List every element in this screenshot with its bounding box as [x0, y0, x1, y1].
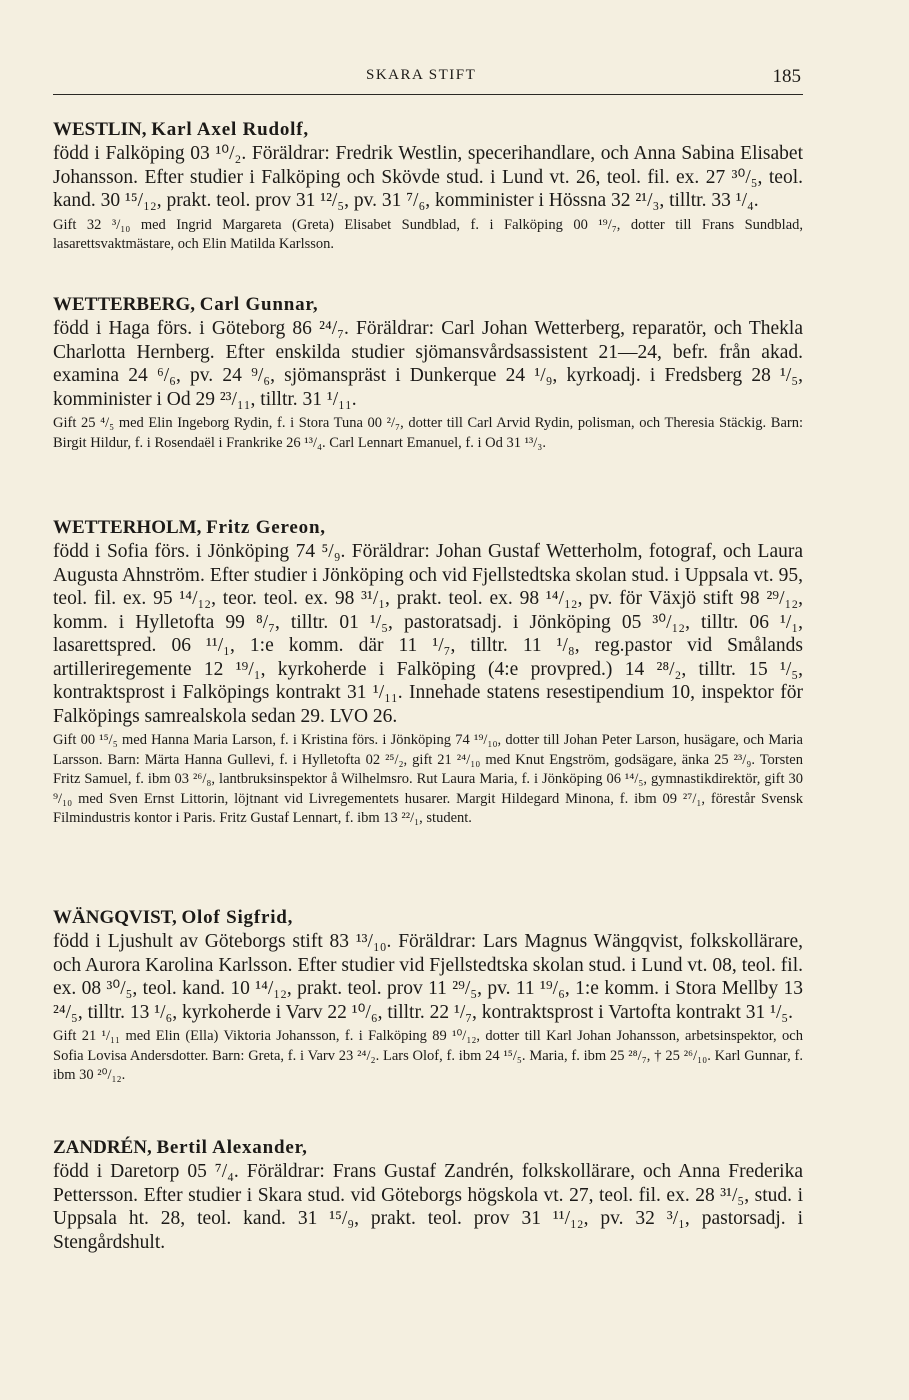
entry-biography: född i Falköping 03 ¹⁰/₂. Föräldrar: Fredrik Westlin, specerihandlare, och Anna Sabina Elisabet Johansson. Efter studier i Falköping och Skövde stud. i Lund vt. 26, teol. fil. ex. 27 ³⁰/₅, teol. kand. 30 ¹⁵/₁₂, prakt. teol. prov 31 ¹²/₅, pv. 31 ⁷/₆, komminister i Hössna 32 ²¹/₃, tilltr. 33 ¹/₄. — [53, 143, 803, 211]
entry-biography: född i Sofia förs. i Jönköping 74 ⁵/₉. Föräldrar: Johan Gustaf Wetterholm, fotograf, och Laura Augusta Ahnström. Efter studier i Jönköping och vid Fjellstedtska skolan stud. i Uppsala vt. 95, teol. fil. ex. 95 ¹⁴/₁₂, teor. teol. ex. 98 ³¹/₁, prakt. teol. ex. 98 ¹⁴/₁₂, pv. för Växjö stift 98 ²⁹/₁₂, komm. i Hylletofta 99 ⁸/₇, tilltr. 01 ¹/₅, pastoratsadj. i Jönköping 05 ³⁰/₁₂, tilltr. 06 ¹/₁, lasarettspred. 06 ¹¹/₁, 1:e komm. där 11 ¹/₇, tilltr. 11 ¹/₈, reg.pastor vid Smålands artilleriregemente 12 ¹⁹/₁, kyrkoherde i Falköping (4:e provpred.) 14 ²⁸/₂, tilltr. 15 ¹/₅, kontraktsprost i Falköpings kontrakt 31 ¹/₁₁. Innehade statens resestipendium 10, inspektor för Falköpings samrealskola sedan 29. LVO 26. — [53, 541, 803, 727]
running-title: SKARA STIFT — [366, 67, 477, 83]
entry-surname: WESTLIN, — [53, 119, 147, 140]
entry-surname: WÄNGQVIST, — [53, 907, 177, 928]
entry-heading — [53, 908, 803, 928]
entry-biography: född i Ljushult av Göteborgs stift 83 ¹³/₁₀. Föräldrar: Lars Magnus Wängqvist, folkskollärare, och Aurora Karolina Karlsson. Efter studier vid Fjellstedtska skolan stud. i Lund vt. 08, teol. fil. ex. 08 ³⁰/₅, teol. kand. 10 ¹⁴/₁₂, prakt. teol. prov 11 ²⁹/₅, pv. 11 ¹⁹/₆, 1:e komm. i Stora Mellby 13 ²⁴/₅, tilltr. 13 ¹/₆, kyrkoherde i Varv 22 ¹⁰/₆, tilltr. 22 ¹/₇, kontraktsprost i Vartofta kontrakt 31 ¹/₅. — [53, 931, 803, 1023]
entry-given-names: Karl Axel Rudolf, — [151, 119, 309, 140]
entry-heading — [53, 518, 803, 538]
entry-given-names: Bertil Alexander, — [156, 1137, 308, 1158]
entry-biography: född i Daretorp 05 ⁷/₄. Föräldrar: Frans Gustaf Zandrén, folkskollärare, och Anna Frederika Pettersson. Efter studier i Skara stud. vid Göteborgs högskola vt. 27, teol. fil. ex. 28 ³¹/₅, stud. i Uppsala ht. 28, teol. kand. 31 ¹⁵/₉, prakt. teol. prov 31 ¹¹/₁₂, pv. 32 ³/₁, pastorsadj. i Stengårdshult. — [53, 1161, 803, 1253]
entry-surname: ZANDRÉN, — [53, 1137, 152, 1158]
entry-given-names: Olof Sigfrid, — [181, 907, 294, 928]
entry-wangqvist — [53, 908, 803, 1086]
entry-surname: WETTERHOLM, — [53, 517, 202, 538]
entry-family: Gift 21 ¹/₁₁ med Elin (Ella) Viktoria Johansson, f. i Falköping 89 ¹⁰/₁₂, dotter till Karl Johan Johansson, arbetsinspektor, och Sofia Lovisa Andersdotter. Barn: Greta, f. i Varv 23 ²⁴/₂. Lars Olof, f. ibm 24 ¹⁵/₅. Maria, f. ibm 25 ²⁸/₇, † 25 ²⁶/₁₀. Karl Gunnar, f. ibm 30 ²⁰/₁₂. — [53, 1028, 803, 1083]
entry-heading — [53, 295, 803, 315]
entry-heading — [53, 1138, 803, 1158]
entry-zandren — [53, 1138, 803, 1254]
entry-wetterholm — [53, 518, 803, 829]
entry-wetterberg — [53, 295, 803, 453]
entry-given-names: Fritz Gereon, — [206, 517, 326, 538]
page-number: 185 — [772, 66, 801, 87]
entry-biography: född i Haga förs. i Göteborg 86 ²⁴/₇. Föräldrar: Carl Johan Wetterberg, reparatör, och Thekla Charlotta Hernberg. Efter enskilda studier sjömansvårdsassistent 21—24, befr. från akad. examina 24 ⁶/₆, pv. 24 ⁹/₆, sjömanspräst i Dunkerque 24 ¹/₉, kyrkoadj. i Fredsberg 28 ¹/₅, komminister i Od 29 ²³/₁₁, tilltr. 31 ¹/₁₁. — [53, 318, 803, 410]
entry-family: Gift 32 ³/₁₀ med Ingrid Margareta (Greta) Elisabet Sundblad, f. i Falköping 00 ¹⁹/₇, dotter till Frans Sundblad, lasarettsvaktmästare, och Elin Matilda Karlsson. — [53, 216, 803, 252]
entry-given-names: Carl Gunnar, — [199, 294, 319, 315]
page-header — [53, 64, 803, 95]
entry-family: Gift 00 ¹⁵/₅ med Hanna Maria Larson, f. i Kristina förs. i Jönköping 74 ¹⁹/₁₀, dotter till Johan Peter Larson, husägare, och Maria Larsson. Barn: Märta Hanna Gullevi, f. i Hylletofta 02 ²⁵/₂, gift 21 ²⁴/₁₀ med Knut Engström, godsägare, änka 25 ²³/₉. Torsten Fritz Samuel, f. ibm 03 ²⁶/₈, lantbruksinspektor å Wilhelmsro. Rut Laura Maria, f. i Jönköping 06 ¹⁴/₅, gymnastikdirektör, gift 30 ⁹/₁₀ med Sven Ernst Littorin, löjtnant vid Livregementets husarer. Margit Hildegard Minona, f. ibm 09 ²⁷/₁, förestår Svensk Filmindustris kontor i Paris. Fritz Gustaf Lennart, f. ibm 13 ²²/₁, student. — [53, 732, 803, 826]
entry-family: Gift 25 ⁴/₅ med Elin Ingeborg Rydin, f. i Stora Tuna 00 ²/₇, dotter till Carl Arvid Rydin, polisman, och Theresia Stäckig. Barn: Birgit Hildur, f. i Rosendaël i Frankrike 26 ¹³/₄. Carl Lennart Emanuel, f. i Od 31 ¹³/₃. — [53, 415, 803, 451]
entry-westlin — [53, 120, 803, 255]
entry-heading — [53, 120, 803, 140]
entry-surname: WETTERBERG, — [53, 294, 196, 315]
